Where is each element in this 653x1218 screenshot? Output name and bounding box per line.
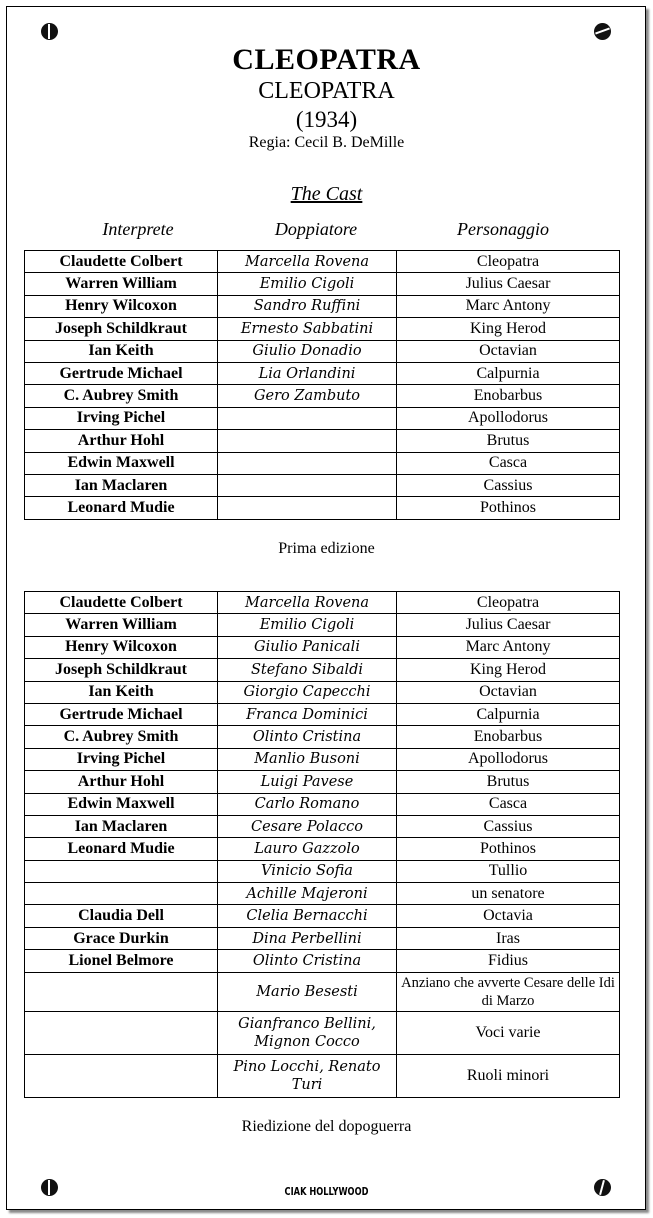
dubber-cell: Achille Majeroni xyxy=(218,883,397,905)
table-row xyxy=(25,703,620,725)
dubber-cell: Dina Perbellini xyxy=(218,927,397,949)
table-row xyxy=(25,474,620,496)
character-cell: Casca xyxy=(397,452,620,474)
character-cell: Calpurnia xyxy=(397,703,620,725)
character-cell: Cleopatra xyxy=(397,592,620,614)
page-title: CLEOPATRA xyxy=(232,43,421,76)
dubber-cell: Clelia Bernacchi xyxy=(218,905,397,927)
actor-cell: C. Aubrey Smith xyxy=(25,726,218,748)
dubber-cell xyxy=(218,474,397,496)
character-cell: Ruoli minori xyxy=(397,1054,620,1097)
character-cell: Brutus xyxy=(397,771,620,793)
actor-cell: Warren William xyxy=(25,614,218,636)
table-row xyxy=(25,838,620,860)
table-row xyxy=(25,592,620,614)
actor-cell: Arthur Hohl xyxy=(25,430,218,452)
actor-cell: Claudette Colbert xyxy=(25,592,218,614)
actor-cell: Gertrude Michael xyxy=(25,703,218,725)
actor-cell xyxy=(25,1054,218,1097)
dubber-cell xyxy=(218,430,397,452)
dubber-cell: Lauro Gazzolo xyxy=(218,838,397,860)
dubber-cell: Lia Orlandini xyxy=(218,362,397,384)
character-cell: Calpurnia xyxy=(397,362,620,384)
character-cell: Marc Antony xyxy=(397,295,620,317)
dubber-cell xyxy=(218,407,397,429)
dubber-cell: Cesare Polacco xyxy=(218,815,397,837)
actor-cell xyxy=(25,883,218,905)
table-row xyxy=(25,883,620,905)
column-header-actor: Interprete xyxy=(102,219,174,239)
dubber-cell: Marcella Rovena xyxy=(218,251,397,273)
actor-cell: Ian Keith xyxy=(25,681,218,703)
dubber-cell: Luigi Pavese xyxy=(218,771,397,793)
actor-cell: Arthur Hohl xyxy=(25,771,218,793)
character-cell: Octavian xyxy=(397,681,620,703)
dubber-cell: Mario Besesti xyxy=(218,972,397,1011)
actor-cell xyxy=(25,860,218,882)
table-row xyxy=(25,659,620,681)
dubber-cell: Stefano Sibaldi xyxy=(218,659,397,681)
table-row xyxy=(25,1054,620,1097)
dubber-cell: Marcella Rovena xyxy=(218,592,397,614)
actor-cell xyxy=(25,1011,218,1054)
screw-icon xyxy=(41,1179,58,1196)
dubber-cell: Pino Locchi, Renato Turi xyxy=(218,1054,397,1097)
dubber-cell xyxy=(218,497,397,519)
actor-cell xyxy=(25,972,218,1011)
table-row xyxy=(25,362,620,384)
actor-cell: Edwin Maxwell xyxy=(25,452,218,474)
character-cell: Octavian xyxy=(397,340,620,362)
table-row xyxy=(25,497,620,519)
dubber-cell: Olinto Cristina xyxy=(218,950,397,972)
first-edition-caption: Prima edizione xyxy=(278,540,375,557)
dubber-cell: Giulio Donadio xyxy=(218,340,397,362)
second-edition-caption: Riedizione del dopoguerra xyxy=(241,1118,412,1135)
screw-icon xyxy=(41,23,58,40)
table-row xyxy=(25,340,620,362)
character-cell: Cleopatra xyxy=(397,251,620,273)
dubber-cell: Franca Dominici xyxy=(218,703,397,725)
table-row xyxy=(25,927,620,949)
dubber-cell: Giorgio Capecchi xyxy=(218,681,397,703)
table-row xyxy=(25,452,620,474)
table-row xyxy=(25,681,620,703)
dubber-cell: Olinto Cristina xyxy=(218,726,397,748)
character-cell: Pothinos xyxy=(397,838,620,860)
character-cell: Brutus xyxy=(397,430,620,452)
dubber-cell: Gero Zambuto xyxy=(218,385,397,407)
dubber-cell: Carlo Romano xyxy=(218,793,397,815)
table-row xyxy=(25,430,620,452)
table-row xyxy=(25,748,620,770)
actor-cell: C. Aubrey Smith xyxy=(25,385,218,407)
cast-heading: The Cast xyxy=(290,183,363,205)
dubber-cell: Vinicio Sofia xyxy=(218,860,397,882)
character-cell: Octavia xyxy=(397,905,620,927)
table-row xyxy=(25,385,620,407)
character-cell: Iras xyxy=(397,927,620,949)
dubber-cell xyxy=(218,452,397,474)
actor-cell: Ian Maclaren xyxy=(25,815,218,837)
table-row xyxy=(25,251,620,273)
table-row xyxy=(25,407,620,429)
actor-cell: Claudette Colbert xyxy=(25,251,218,273)
dubber-cell: Emilio Cigoli xyxy=(218,614,397,636)
page-subtitle: CLEOPATRA xyxy=(258,78,395,104)
release-year: (1934) xyxy=(295,107,358,132)
actor-cell: Irving Pichel xyxy=(25,407,218,429)
table-row xyxy=(25,905,620,927)
table-row xyxy=(25,726,620,748)
ciak-hollywood-logo: CIAK HOLLYWOOD xyxy=(284,1185,369,1198)
table-row xyxy=(25,614,620,636)
character-cell: King Herod xyxy=(397,318,620,340)
dubber-cell: Sandro Ruffini xyxy=(218,295,397,317)
character-cell: Julius Caesar xyxy=(397,614,620,636)
dubber-cell: Giulio Panicali xyxy=(218,636,397,658)
actor-cell: Henry Wilcoxon xyxy=(25,636,218,658)
character-cell: Apollodorus xyxy=(397,407,620,429)
actor-cell: Warren William xyxy=(25,273,218,295)
actor-cell: Ian Maclaren xyxy=(25,474,218,496)
character-cell: Tullio xyxy=(397,860,620,882)
character-cell: Casca xyxy=(397,793,620,815)
director-credit: Regia: Cecil B. DeMille xyxy=(248,134,405,151)
table-row xyxy=(25,771,620,793)
table-row xyxy=(25,793,620,815)
dubber-cell: Manlio Busoni xyxy=(218,748,397,770)
character-cell: Marc Antony xyxy=(397,636,620,658)
actor-cell: Henry Wilcoxon xyxy=(25,295,218,317)
character-cell: Voci varie xyxy=(397,1011,620,1054)
character-cell: un senatore xyxy=(397,883,620,905)
table-row xyxy=(25,636,620,658)
actor-cell: Gertrude Michael xyxy=(25,362,218,384)
actor-cell: Lionel Belmore xyxy=(25,950,218,972)
actor-cell: Grace Durkin xyxy=(25,927,218,949)
actor-cell: Irving Pichel xyxy=(25,748,218,770)
actor-cell: Joseph Schildkraut xyxy=(25,318,218,340)
table-row xyxy=(25,972,620,1011)
character-cell: King Herod xyxy=(397,659,620,681)
actor-cell: Edwin Maxwell xyxy=(25,793,218,815)
actor-cell: Leonard Mudie xyxy=(25,497,218,519)
table-row xyxy=(25,318,620,340)
dubber-cell: Ernesto Sabbatini xyxy=(218,318,397,340)
table-row xyxy=(25,295,620,317)
actor-cell: Claudia Dell xyxy=(25,905,218,927)
character-cell: Enobarbus xyxy=(397,726,620,748)
table-row xyxy=(25,273,620,295)
dubber-cell: Gianfranco Bellini, Mignon Cocco xyxy=(218,1011,397,1054)
character-cell: Pothinos xyxy=(397,497,620,519)
screw-icon xyxy=(594,1179,611,1196)
table-row xyxy=(25,950,620,972)
column-header-character: Personaggio xyxy=(457,219,549,239)
character-cell: Anziano che avverte Cesare delle Idi di Marzo xyxy=(397,972,620,1011)
actor-cell: Ian Keith xyxy=(25,340,218,362)
first-edition-table xyxy=(24,250,620,520)
character-cell: Julius Caesar xyxy=(397,273,620,295)
second-edition-table xyxy=(24,591,620,1098)
table-row xyxy=(25,815,620,837)
character-cell: Cassius xyxy=(397,474,620,496)
character-cell: Cassius xyxy=(397,815,620,837)
character-cell: Apollodorus xyxy=(397,748,620,770)
dubber-cell: Emilio Cigoli xyxy=(218,273,397,295)
screw-icon xyxy=(594,23,611,40)
table-row xyxy=(25,860,620,882)
character-cell: Fidius xyxy=(397,950,620,972)
actor-cell: Joseph Schildkraut xyxy=(25,659,218,681)
character-cell: Enobarbus xyxy=(397,385,620,407)
actor-cell: Leonard Mudie xyxy=(25,838,218,860)
table-row xyxy=(25,1011,620,1054)
column-header-dubber: Doppiatore xyxy=(274,219,358,239)
